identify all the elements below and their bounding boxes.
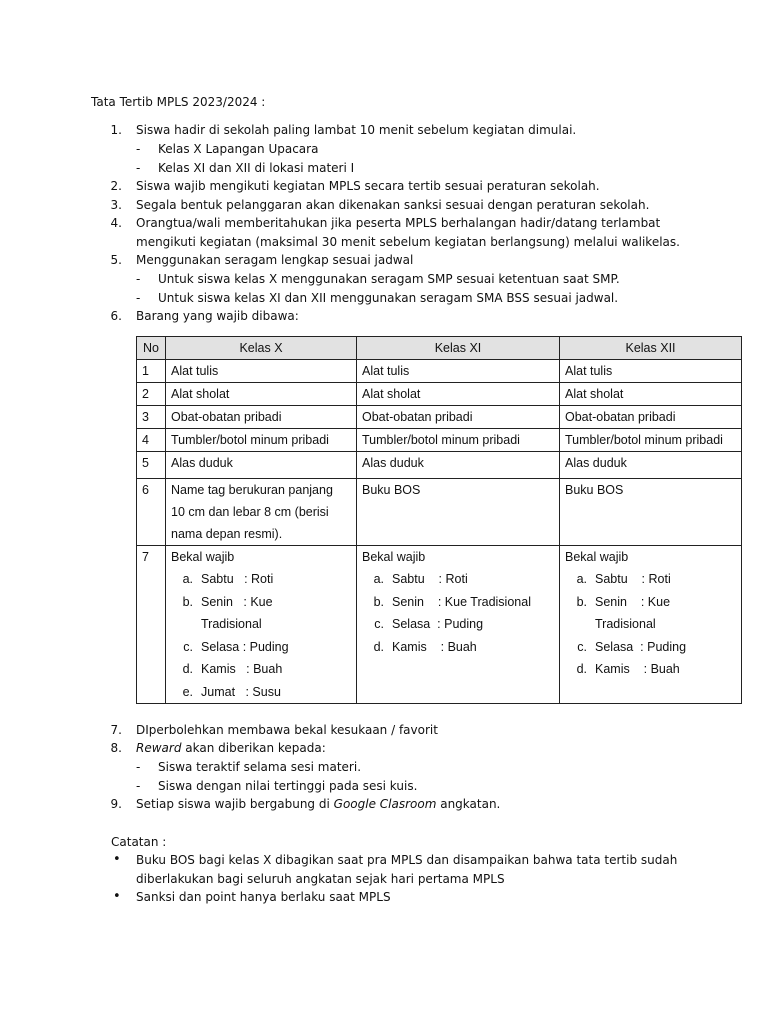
cell-kelas-x: Alat tulis [166, 360, 357, 383]
table-row [137, 360, 742, 383]
list-item-text: Barang yang wajib dibawa: [136, 309, 299, 323]
list-item-text-continued: mengikuti kegiatan (maksimal 30 menit sebelum kegiatan berlangsung) melalui walikelas. [136, 235, 680, 249]
item-number: 1. [110, 123, 122, 137]
cell-kelas-xii: Obat-obatan pribadi [560, 406, 742, 429]
lunch-list-kelas-xi [362, 568, 554, 658]
cell-kelas-xii: Alat tulis [560, 360, 742, 383]
cell-kelas-xi [357, 546, 560, 704]
cell-no: 3 [137, 406, 166, 429]
cell-kelas-x [166, 546, 357, 704]
table-row [137, 406, 742, 429]
list-item-text: DIperbolehkan membawa bekal kesukaan / favorit [136, 723, 438, 737]
bekal-label: Bekal wajib [171, 550, 235, 564]
sub-item-text: Untuk siswa kelas XI dan XII menggunakan seragam SMA BSS sesuai jadwal. [158, 291, 619, 305]
table-header-row [137, 337, 742, 360]
list-item: a. Sabtu : Roti [182, 572, 274, 586]
cell-no: 7 [137, 546, 166, 704]
note-text: Buku BOS bagi kelas X dibagikan saat pra MPLS dan disampaikan bahwa tata tertib sudah [136, 853, 678, 867]
cell-kelas-xii [560, 546, 742, 704]
cell-no: 1 [137, 360, 166, 383]
google-classroom-emphasis: Google Clasroom [333, 797, 437, 811]
cell-kelas-xi: Buku BOS [357, 479, 560, 546]
dash-marker: - [136, 291, 141, 305]
dash-marker: - [136, 779, 141, 793]
header-kelas-xi: Kelas XI [357, 337, 560, 360]
item-number: 8. [110, 741, 122, 755]
item-number: 5. [110, 253, 122, 267]
cell-kelas-xi: Obat-obatan pribadi [357, 406, 560, 429]
cell-kelas-x: Alat sholat [166, 383, 357, 406]
note-text: Sanksi dan point hanya berlaku saat MPLS [136, 890, 391, 904]
required-items-table [136, 336, 742, 704]
dash-marker: - [136, 161, 141, 175]
header-kelas-x: Kelas X [166, 337, 357, 360]
list-item-text: Menggunakan seragam lengkap sesuai jadwal [136, 253, 414, 267]
sub-item-text: Kelas XI dan XII di lokasi materi I [158, 161, 355, 175]
cell-kelas-xii: Buku BOS [560, 479, 742, 546]
cell-no: 4 [137, 429, 166, 452]
note-text-continued: diberlakukan bagi seluruh angkatan sejak hari pertama MPLS [136, 872, 505, 886]
header-kelas-xii: Kelas XII [560, 337, 742, 360]
list-item-text: Siswa hadir di sekolah paling lambat 10 menit sebelum kegiatan dimulai. [136, 123, 577, 137]
cell-kelas-xi: Alat tulis [357, 360, 560, 383]
list-item: b. Senin : Kue Tradisional [373, 594, 531, 609]
table-row [137, 479, 742, 546]
item-number: 7. [110, 723, 122, 737]
cell-kelas-x: Obat-obatan pribadi [166, 406, 357, 429]
list-item: d. Kamis : Buah [576, 662, 680, 676]
sub-item-text: Kelas X Lapangan Upacara [158, 142, 319, 156]
cell-kelas-x: Alas duduk [166, 452, 357, 479]
sub-item-text: Untuk siswa kelas X menggunakan seragam SMP sesuai ketentuan saat SMP. [158, 272, 620, 286]
item-number: 6. [110, 309, 122, 323]
list-item: c. Selasa : Puding [577, 639, 687, 654]
header-no: No [137, 337, 166, 360]
sub-item-text: Siswa dengan nilai tertinggi pada sesi kuis. [158, 779, 418, 793]
list-item: e. Jumat : Susu [182, 684, 281, 699]
reward-emphasis: Reward [136, 741, 182, 755]
list-item-text: Orangtua/wali memberitahukan jika peserta MPLS berhalangan hadir/datang terlambat [136, 216, 661, 230]
table-row [137, 452, 742, 479]
list-item-text: Reward akan diberikan kepada: [136, 741, 326, 755]
bekal-label: Bekal wajib [362, 550, 426, 564]
lunch-list-kelas-x [171, 568, 351, 703]
bekal-label: Bekal wajib [565, 550, 629, 564]
dash-marker: - [136, 760, 141, 774]
cell-kelas-xi: Tumbler/botol minum pribadi [357, 429, 560, 452]
list-item: b. Senin : Kue Tradisional [576, 594, 671, 631]
item-number: 4. [110, 216, 122, 230]
list-item: a. Sabtu : Roti [373, 572, 468, 586]
list-item-text: Segala bentuk pelanggaran akan dikenakan sanksi sesuai dengan peraturan sekolah. [136, 198, 650, 212]
dash-marker: - [136, 142, 141, 156]
table-row [137, 429, 742, 452]
item-number: 3. [110, 198, 122, 212]
cell-kelas-xii: Alas duduk [560, 452, 742, 479]
bullet-icon: • [113, 852, 121, 867]
cell-no: 5 [137, 452, 166, 479]
cell-kelas-x: Name tag berukuran panjang 10 cm dan lebar 8 cm (berisi nama depan resmi). [166, 479, 357, 546]
list-item: c. Selasa : Puding [183, 639, 289, 654]
document-title: Tata Tertib MPLS 2023/2024 : [91, 95, 266, 109]
notes-heading: Catatan : [111, 835, 167, 849]
bullet-icon: • [113, 889, 121, 904]
item-number: 9. [110, 797, 122, 811]
cell-kelas-xii: Tumbler/botol minum pribadi [560, 429, 742, 452]
list-item: a. Sabtu : Roti [576, 572, 671, 586]
cell-kelas-xi: Alat sholat [357, 383, 560, 406]
cell-kelas-xi: Alas duduk [357, 452, 560, 479]
table-row [137, 546, 742, 704]
list-item: b. Senin : Kue Tradisional [182, 594, 273, 631]
sub-item-text: Siswa teraktif selama sesi materi. [158, 760, 362, 774]
cell-kelas-x: Tumbler/botol minum pribadi [166, 429, 357, 452]
cell-kelas-xii: Alat sholat [560, 383, 742, 406]
list-item: d. Kamis : Buah [373, 639, 477, 654]
table-row [137, 383, 742, 406]
item-number: 2. [110, 179, 122, 193]
list-item: c. Selasa : Puding [374, 617, 484, 631]
dash-marker: - [136, 272, 141, 286]
list-item-text: Setiap siswa wajib bergabung di Google Clasroom angkatan. [136, 797, 501, 811]
list-item-text: Siswa wajib mengikuti kegiatan MPLS secara tertib sesuai peraturan sekolah. [136, 179, 600, 193]
cell-no: 2 [137, 383, 166, 406]
lunch-list-kelas-xii [565, 568, 736, 681]
cell-no: 6 [137, 479, 166, 546]
list-item: d. Kamis : Buah [182, 662, 283, 676]
